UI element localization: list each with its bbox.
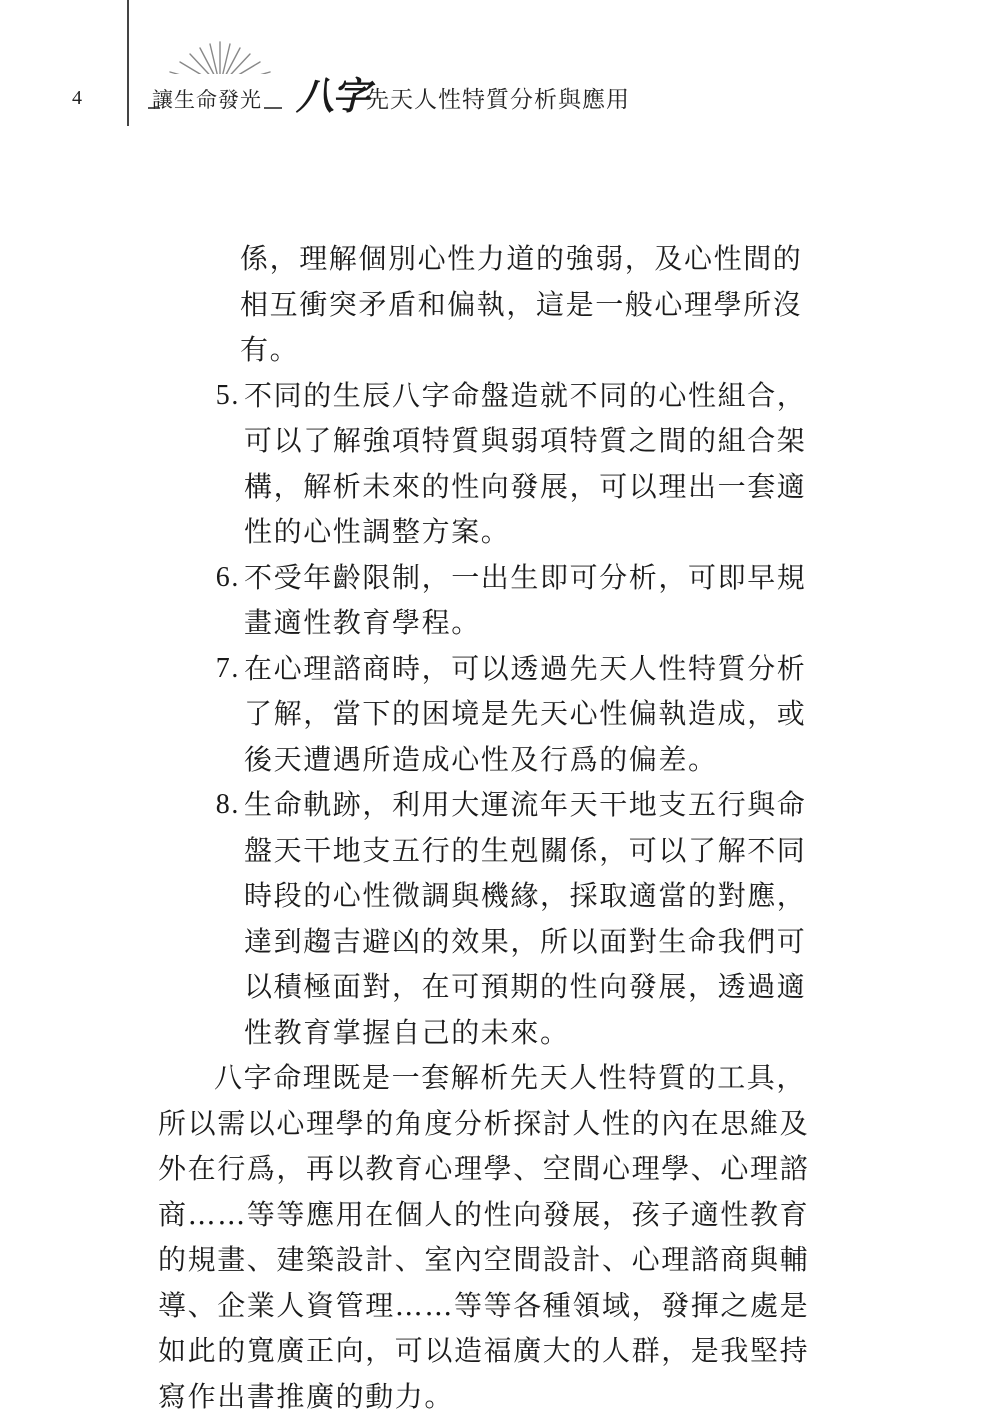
list-item: [158, 555, 814, 646]
list-item: [158, 646, 814, 783]
closing-paragraph: 八字命理既是一套解析先天人性特質的工具，所以需以心理學的角度分析探討人性的內在思維及外在行爲，再以教育心理學、空間心理學、心理諮商……等等應用在個人的性向發展，孩子適性教育的規畫、建築設計、室內空間設計、心理諮商與輔導、企業人資管理……等等各種領域，發揮之處是如此的寬廣正向，可以造福廣大的人群，是我堅持寫作出書推廣的動力。: [158, 1061, 810, 1413]
header-divider: [127, 0, 129, 126]
page-body: [158, 236, 814, 1419]
list-text: 不同的生辰八字命盤造就不同的心性組合，可以了解強項特質與弱項特質之間的組合架構，解析未來的性向發展，可以理出一套適性的心性調整方案。: [244, 378, 807, 548]
list-number: 5.: [215, 379, 240, 411]
continuation-text: 係，理解個別心性力道的強弱，及心性間的相互衝突矛盾和偏執，這是一般心理學所沒有。: [240, 242, 803, 366]
list-text: 在心理諮商時，可以透過先天人性特質分析了解，當下的困境是先天心性偏執造成，或後天遭遇所造成心性及行爲的偏差。: [244, 651, 807, 776]
list-number: 6.: [215, 561, 240, 593]
title-underline-right: [264, 107, 282, 109]
book-brand: 八字: [296, 73, 369, 118]
book-subtitle: 先天人性特質分析與應用: [366, 87, 630, 113]
list-item: [158, 782, 814, 1055]
list-text: 不受年齡限制，一出生即可分析，可即早規畫適性教育學程。: [244, 560, 807, 639]
list-number: 8.: [215, 789, 240, 820]
list-item: [158, 373, 814, 555]
sunburst-icon: [150, 36, 290, 92]
list-text: 生命軌跡，利用大運流年天干地支五行與命盤天干地支五行的生剋關係，可以了解不同時段的心性微調與機緣，採取適當的對應，達到趨吉避凶的效果，所以面對生命我們可以積極面對，在可預期的性向發展，透過適性教育掌握自己的未來。: [244, 788, 807, 1049]
list-number: 7.: [215, 652, 240, 684]
series-title: 讓生命發光: [152, 88, 262, 112]
page-number: 4: [72, 87, 82, 109]
